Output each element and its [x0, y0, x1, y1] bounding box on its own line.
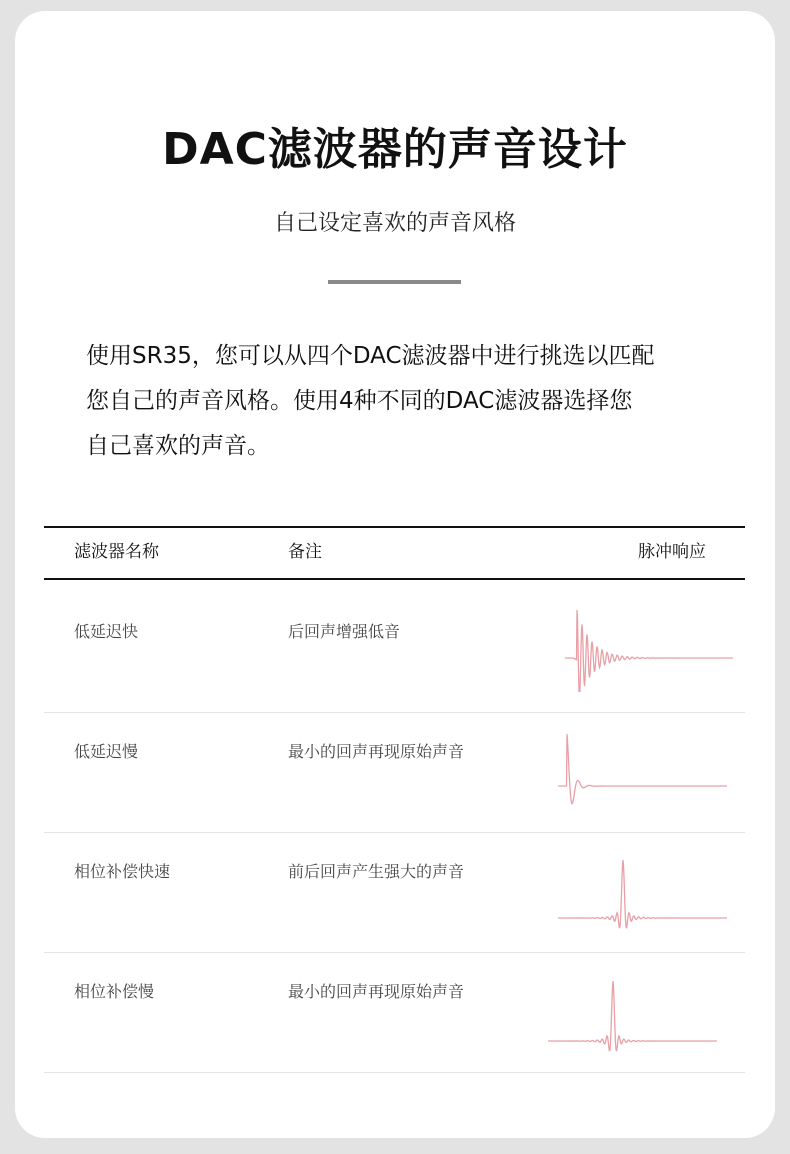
header-note: 备注 — [288, 542, 322, 562]
impulse-low-latency-fast-icon — [555, 602, 745, 692]
table-top-rule — [44, 526, 745, 528]
row-1-note: 后回声增强低音 — [288, 622, 401, 641]
intro-line-3: 自己喜欢的声音。 — [86, 433, 270, 459]
intro-line-1: 使用SR35，您可以从四个DAC滤波器中进行挑选以匹配 — [86, 343, 655, 369]
row-3-filter-name: 相位补偿快速 — [74, 862, 171, 881]
title-divider — [328, 280, 461, 284]
header-impulse-response: 脉冲响应 — [638, 542, 706, 562]
impulse-low-latency-slow-icon — [555, 724, 745, 814]
table-header-rule — [44, 578, 745, 580]
header-filter-name: 滤波器名称 — [74, 542, 159, 562]
row-4-filter-name: 相位补偿慢 — [74, 982, 155, 1001]
row-divider — [44, 832, 745, 833]
row-2-note: 最小的回声再现原始声音 — [288, 742, 465, 761]
intro-paragraph — [86, 334, 716, 469]
intro-line-2: 您自己的声音风格。使用4种不同的DAC滤波器选择您 — [86, 388, 633, 414]
row-divider — [44, 1072, 745, 1073]
page-title: DAC滤波器的声音设计 — [162, 124, 628, 175]
row-2-filter-name: 低延迟慢 — [74, 742, 139, 761]
page-subtitle: 自己设定喜欢的声音风格 — [273, 211, 516, 236]
content-card — [15, 11, 775, 1138]
row-divider — [44, 952, 745, 953]
row-4-note: 最小的回声再现原始声音 — [288, 982, 465, 1001]
row-3-note: 前后回声产生强大的声音 — [288, 862, 465, 881]
impulse-phase-comp-slow-icon — [545, 973, 735, 1063]
row-1-filter-name: 低延迟快 — [74, 622, 139, 641]
row-divider — [44, 712, 745, 713]
impulse-phase-comp-fast-icon — [555, 852, 745, 942]
